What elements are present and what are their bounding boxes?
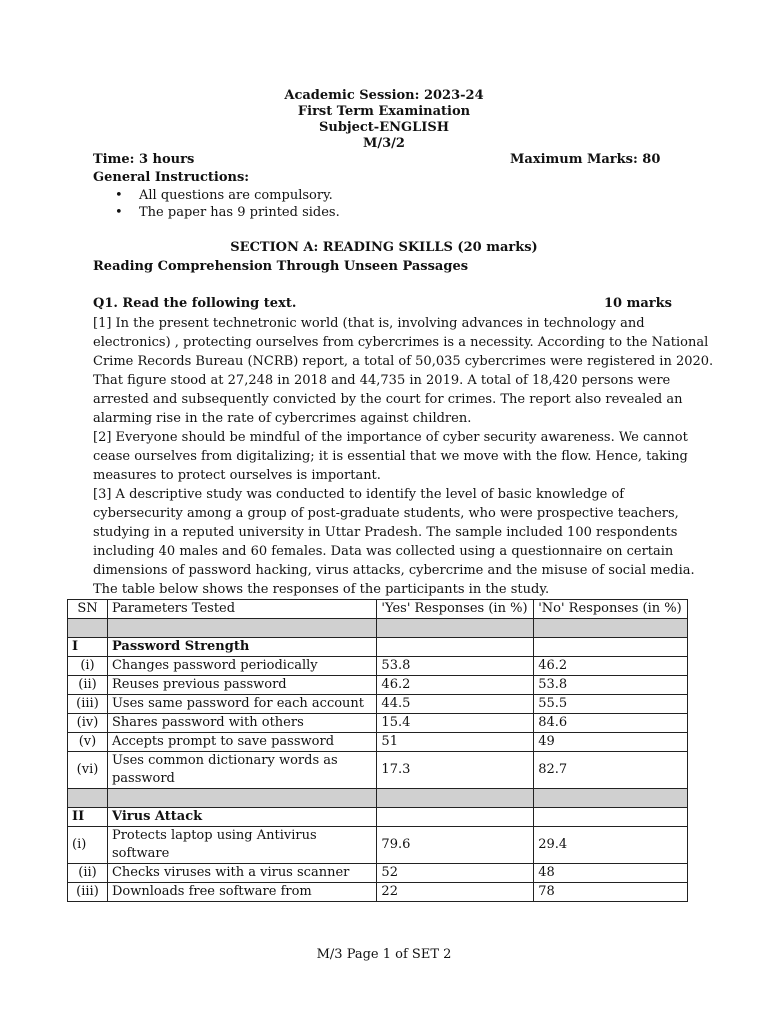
row-param: Uses same password for each account [107,695,376,714]
header-parameters: Parameters Tested [107,600,376,619]
row-no: 55.5 [534,695,688,714]
max-marks-label: Maximum Marks: 80 [510,152,661,167]
header-yes: 'Yes' Responses (in %) [377,600,534,619]
section-row [68,638,688,657]
row-no: 29.4 [534,827,688,864]
section-row [68,808,688,827]
passage-line: dimensions of password hacking, virus attacks, cybercrime and the misuse of social media. [93,563,695,578]
session-title: Academic Session: 2023-24 [284,88,484,103]
row-no: 82.7 [534,752,688,789]
row-param [107,752,376,789]
time-label: Time: 3 hours [93,152,195,167]
instruction-item: The paper has 9 printed sides. [139,205,340,220]
row-param: Reuses previous password [107,676,376,695]
table-row [68,657,688,676]
table-row [68,695,688,714]
passage-line: arrested and subsequently convicted by the court for crimes. The report also revealed an [93,392,683,407]
table-row [68,714,688,733]
row-yes: 51 [377,733,534,752]
row-param-line: Uses common dictionary words as [111,753,338,768]
subject-title: Subject-ENGLISH [318,120,449,135]
passage-line: [1] In the present technetronic world (that is, involving advances in technology and [93,316,645,331]
passage-line: That figure stood at 27,248 in 2018 and 44,735 in 2019. A total of 18,420 persons were [93,373,671,388]
table-row [68,883,688,902]
row-sn: (ii) [68,676,108,695]
row-yes: 15.4 [377,714,534,733]
passage-line: electronics) , protecting ourselves from cybercrimes is a necessity. According to the National [93,335,709,350]
section-subtitle: Reading Comprehension Through Unseen Passages [93,259,469,274]
row-sn: (iii) [68,695,108,714]
table-row [68,733,688,752]
row-param-line: password [111,771,175,786]
row-sn: (vi) [68,752,108,789]
table-row [68,676,688,695]
row-sn: (iii) [68,883,108,902]
passage-line: measures to protect ourselves is important. [93,468,381,483]
row-sn: (v) [68,733,108,752]
section-title: SECTION A: READING SKILLS (20 marks) [230,240,538,255]
row-sn: (iv) [68,714,108,733]
section-title-cell: Password Strength [107,638,376,657]
row-yes: 79.6 [377,827,534,864]
passage-line: [2] Everyone should be mindful of the importance of cyber security awareness. We cannot [93,430,688,445]
row-param [107,827,376,864]
row-no: 53.8 [534,676,688,695]
table-row [68,864,688,883]
paper-code: M/3/2 [363,136,405,151]
passage-line: including 40 males and 60 females. Data was collected using a questionnaire on certain [93,544,674,559]
passage-line: Crime Records Bureau (NCRB) report, a total of 50,035 cybercrimes were registered in 2020. [93,354,714,369]
row-param: Checks viruses with a virus scanner [107,864,376,883]
row-sn: (ii) [68,864,108,883]
row-yes: 44.5 [377,695,534,714]
row-no: 48 [534,864,688,883]
table-row [68,827,688,864]
row-param-line: Protects laptop using Antivirus [111,828,317,843]
passage-line: The table below shows the responses of the participants in the study. [93,582,550,597]
passage-line: alarming rise in the rate of cybercrimes against children. [93,411,472,426]
row-param: Changes password periodically [107,657,376,676]
header-no: 'No' Responses (in %) [534,600,688,619]
spacer-row [68,619,688,638]
section-title-cell: Virus Attack [107,808,376,827]
bullet-icon: • [115,205,123,220]
exam-title: First Term Examination [297,104,471,119]
row-no: 84.6 [534,714,688,733]
passage-line: cease ourselves from digitalizing; it is essential that we move with the flow. Hence, taking [93,449,688,464]
row-param: Shares password with others [107,714,376,733]
spacer-row [68,789,688,808]
responses-table [67,599,688,902]
table-row [68,752,688,789]
row-param-line: software [111,846,170,861]
table-header-row [68,600,688,619]
row-no: 46.2 [534,657,688,676]
passage-line: studying in a reputed university in Uttar Pradesh. The sample included 100 respondents [93,525,678,540]
row-yes: 22 [377,883,534,902]
row-no: 78 [534,883,688,902]
question-label: Q1. Read the following text. [93,296,297,311]
section-sn: II [68,808,108,827]
section-sn: I [68,638,108,657]
row-no: 49 [534,733,688,752]
bullet-icon: • [115,188,123,203]
row-sn: (i) [68,827,108,864]
question-marks: 10 marks [604,296,672,311]
row-param: Downloads free software from [107,883,376,902]
header-sn: SN [68,600,108,619]
instruction-item: All questions are compulsory. [139,188,333,203]
instructions-title: General Instructions: [93,170,250,185]
page-footer: M/3 Page 1 of SET 2 [316,947,452,962]
row-sn: (i) [68,657,108,676]
row-yes: 17.3 [377,752,534,789]
row-yes: 52 [377,864,534,883]
passage-line: cybersecurity among a group of post-graduate students, who were prospective teachers, [93,506,679,521]
row-yes: 46.2 [377,676,534,695]
row-yes: 53.8 [377,657,534,676]
row-param: Accepts prompt to save password [107,733,376,752]
passage-line: [3] A descriptive study was conducted to identify the level of basic knowledge of [93,487,625,502]
